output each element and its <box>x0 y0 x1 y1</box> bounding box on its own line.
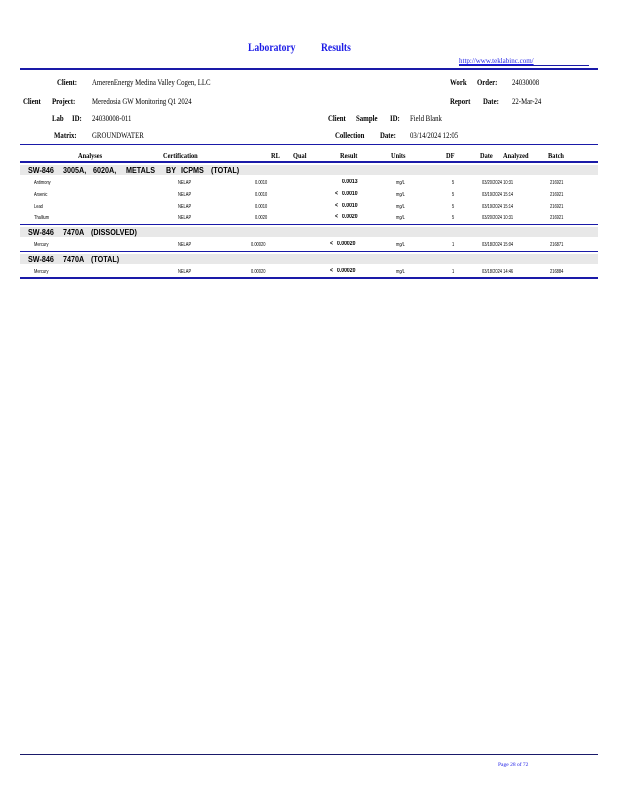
project-label: Project: <box>52 97 76 106</box>
page-number: Page 28 of 72 <box>498 762 529 768</box>
batch-value: 216921 <box>550 192 564 198</box>
df-value: 5 <box>452 180 455 186</box>
method-heading: SW-846 <box>28 255 54 264</box>
certification-value: NELAP <box>178 242 192 248</box>
certification-value: NELAP <box>178 180 192 186</box>
col-rl: RL <box>271 151 280 160</box>
analyte-name: Thallium <box>34 215 50 221</box>
result-prefix: < <box>335 191 338 197</box>
df-value: 5 <box>452 204 455 210</box>
batch-value: 216921 <box>550 204 564 210</box>
matrix-value: GROUNDWATER <box>92 131 144 140</box>
analyzed-date: 03/18/2024 14:46 <box>482 269 514 275</box>
rl-value: 0.0020 <box>255 215 268 221</box>
labid-label-a: Lab <box>52 114 64 123</box>
col-batch: Batch <box>548 151 564 160</box>
side-client-label: Client <box>23 97 41 106</box>
certification-value: NELAP <box>178 215 192 221</box>
section-rule <box>20 224 598 225</box>
df-value: 1 <box>452 242 455 248</box>
method-heading: 7470A <box>63 228 85 237</box>
analyte-name: Lead <box>34 204 43 210</box>
labid-label-b: ID: <box>72 114 82 123</box>
client-label: Client: <box>57 78 78 87</box>
batch-value: 216921 <box>550 215 564 221</box>
method-heading: (DISSOLVED) <box>91 228 137 237</box>
col-analyzed: Analyzed <box>503 151 529 160</box>
certification-value: NELAP <box>178 204 192 210</box>
certification-value: NELAP <box>178 192 192 198</box>
work-label: Work <box>450 78 467 87</box>
col-analyses: Analyses <box>78 151 103 160</box>
certification-value: NELAP <box>178 269 192 275</box>
method-heading: BY <box>166 166 177 175</box>
order-value: 24030008 <box>512 78 540 87</box>
project-value: Meredosia GW Monitoring Q1 2024 <box>92 97 192 106</box>
rl-value: 0.00020 <box>251 269 266 275</box>
title-results: Results <box>321 40 351 54</box>
order-label: Order: <box>477 78 498 87</box>
section-rule <box>20 251 598 252</box>
matrix-label: Matrix: <box>54 131 77 140</box>
col-df: DF <box>446 151 455 160</box>
rl-value: 0.0010 <box>255 192 268 198</box>
link-underline <box>459 65 589 66</box>
df-value: 1 <box>452 269 455 275</box>
result-prefix: < <box>335 203 338 209</box>
analyte-name: Arsenic <box>34 192 48 198</box>
report-date-value: 22-Mar-24 <box>512 97 542 106</box>
result-prefix: < <box>330 268 333 274</box>
df-value: 5 <box>452 215 455 221</box>
analyte-name: Mercury <box>34 242 49 248</box>
col-certification: Certification <box>163 151 198 160</box>
rl-value: 0.00020 <box>251 242 266 248</box>
method-heading: (TOTAL) <box>91 255 120 264</box>
result-value: 0.00020 <box>337 268 356 274</box>
units-value: mg/L <box>396 192 405 198</box>
df-value: 5 <box>452 192 455 198</box>
method-heading: 7470A <box>63 255 85 264</box>
col-qual: Qual <box>293 151 307 160</box>
table-bottom-rule <box>20 277 598 279</box>
result-prefix: < <box>335 214 338 220</box>
client-sample-value: Field Blank <box>410 114 442 123</box>
labid-value: 24030008-011 <box>92 114 132 123</box>
analyte-name: Antimony <box>34 180 51 186</box>
units-value: mg/L <box>396 215 405 221</box>
collection-date-value: 03/14/2024 12:05 <box>410 131 459 140</box>
report-label: Report <box>450 97 471 106</box>
batch-value: 216871 <box>550 242 564 248</box>
result-value: 0.0010 <box>342 191 358 197</box>
batch-value: 216921 <box>550 180 564 186</box>
method-heading: 3005A, <box>63 166 87 175</box>
header-rule <box>20 68 598 70</box>
client-sample-label-b: Sample <box>356 114 378 123</box>
result-value: 0.0020 <box>342 214 358 220</box>
col-units: Units <box>391 151 406 160</box>
result-value: 0.00020 <box>337 241 356 247</box>
analyzed-date: 03/20/2024 10:31 <box>482 215 514 221</box>
result-prefix: < <box>330 241 333 247</box>
method-heading: SW-846 <box>28 166 54 175</box>
report-date-label: Date: <box>483 97 499 106</box>
column-rule <box>20 161 598 163</box>
batch-value: 216884 <box>550 269 564 275</box>
rl-value: 0.0010 <box>255 204 268 210</box>
analyzed-date: 03/19/2024 15:14 <box>482 192 514 198</box>
result-value: 0.0010 <box>342 203 358 209</box>
analyzed-date: 03/19/2024 15:14 <box>482 204 514 210</box>
analyzed-date: 03/20/2024 10:31 <box>482 180 514 186</box>
method-heading: METALS <box>126 166 156 175</box>
units-value: mg/L <box>396 180 405 186</box>
client-value: AmerenEnergy Medina Valley Cogen, LLC <box>92 78 211 87</box>
col-result: Result <box>340 151 358 160</box>
footer-rule <box>20 754 598 755</box>
method-heading: 6020A, <box>93 166 117 175</box>
info-rule <box>20 144 598 145</box>
col-date: Date <box>480 151 493 160</box>
title-laboratory: Laboratory <box>248 40 296 54</box>
analyzed-date: 03/18/2024 15:04 <box>482 242 514 248</box>
method-heading: ICPMS <box>181 166 204 175</box>
method-heading: SW-846 <box>28 228 54 237</box>
result-value: 0.0013 <box>342 179 358 185</box>
units-value: mg/L <box>396 204 405 210</box>
client-sample-label-a: Client <box>328 114 346 123</box>
rl-value: 0.0010 <box>255 180 268 186</box>
method-heading: (TOTAL) <box>211 166 240 175</box>
website-link[interactable]: http://www.teklabinc.com/ <box>459 57 534 65</box>
analyte-name: Mercury <box>34 269 49 275</box>
collection-date-label: Date: <box>380 131 396 140</box>
client-sample-label-c: ID: <box>390 114 400 123</box>
units-value: mg/L <box>396 269 405 275</box>
units-value: mg/L <box>396 242 405 248</box>
collection-label: Collection <box>335 131 365 140</box>
